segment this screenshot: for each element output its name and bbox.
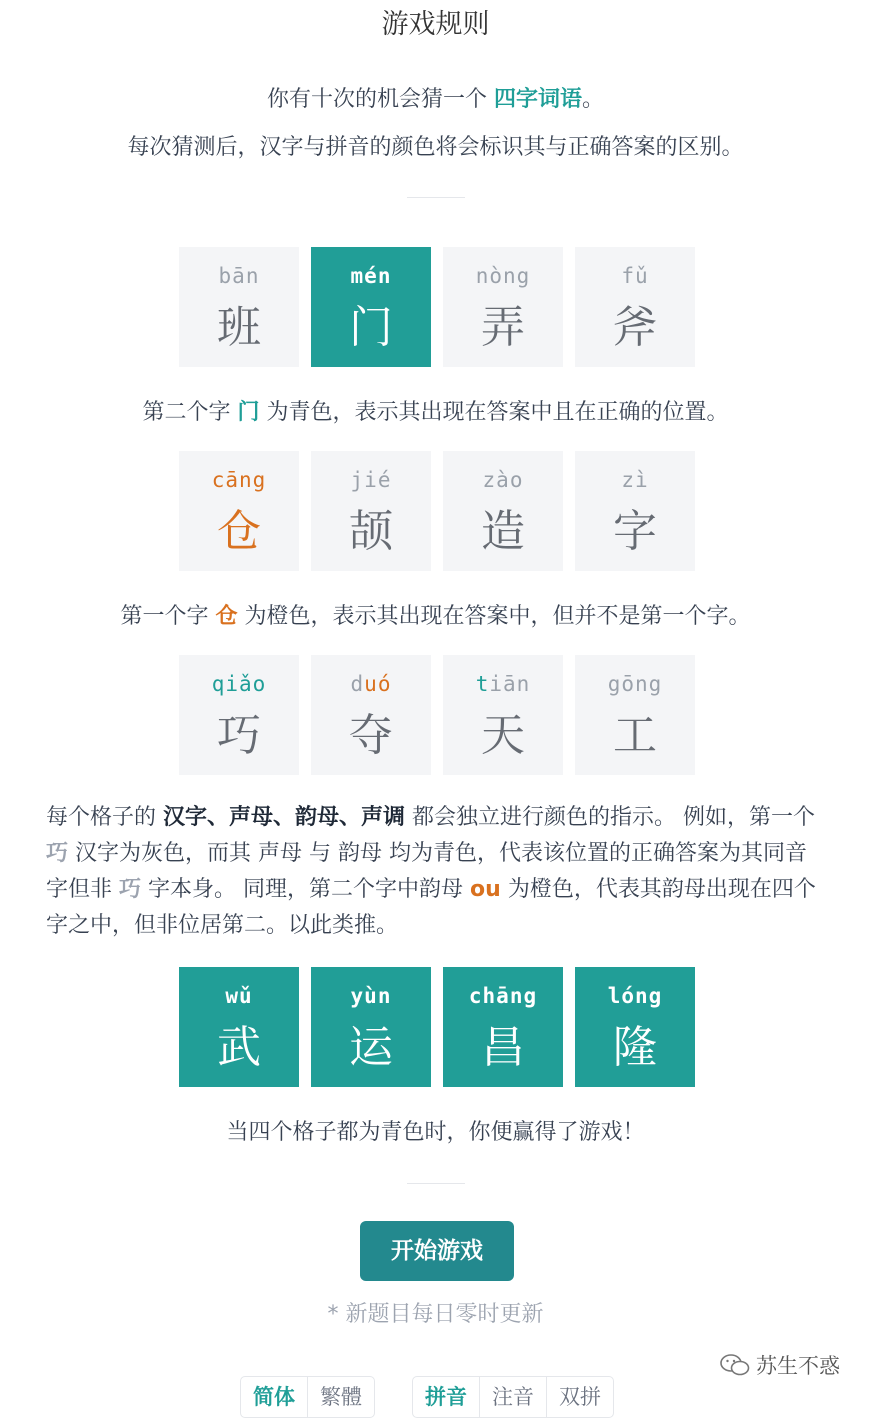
wechat-icon [720,1353,750,1377]
toggle-traditional[interactable]: 繁體 [320,1385,362,1409]
explanation-correct: 第二个字 门 为青色，表示其出现在答案中且在正确的位置。 [142,400,729,425]
toggle-pinyin[interactable]: 拼音 [413,1377,480,1417]
update-note: * 新题目每日零时更新 [327,1302,544,1327]
example-tile: jié 颉 [311,451,431,571]
explanation-details: 每个格子的 汉字、声母、韵母、声调 都会独立进行颜色的指示。 例如，第一个 巧 汉字为灰色，而其 声母 与 韵母 均为青色，代表该位置的正确答案为其同音字但非 巧 字本身。 同理，第二个字中韵母 ou 为橙色，代表其韵母出现在四个字之中，但非位居第二。以此类推。 [46,805,816,938]
win-text: 当四个格子都为青色时，你便赢得了游戏！ [226,1120,645,1145]
explanation-present: 第一个字 仓 为橙色，表示其出现在答案中，但并不是第一个字。 [120,604,751,629]
example-tile: bān 班 [179,247,299,367]
rules-title: 游戏规则 [381,9,490,40]
watermark-text: 苏生不惑 [756,1354,840,1378]
toggle-zhuyin[interactable]: 注音 [480,1377,547,1417]
intro-line-1: 你有十次的机会猜一个 四字词语。 [266,87,605,112]
example-tile-correct: mén 门 [311,247,431,367]
watermark [720,1350,840,1380]
divider [407,1183,465,1184]
example-tile-correct: wǔ 武 [179,967,299,1087]
example-tile: zì 字 [575,451,695,571]
example-tile-partial: tiān 天 [443,655,563,775]
example-tile: fǔ 斧 [575,247,695,367]
start-game-button[interactable]: 开始游戏 [360,1221,514,1281]
idiom-highlight: 四字词语 [493,87,582,112]
toggle-shuangpin[interactable]: 双拼 [559,1385,601,1409]
example-tile-present: cāng 仓 [179,451,299,571]
example-tile-partial: gōng 工 [575,655,695,775]
example-tile: nòng 弄 [443,247,563,367]
example-tile-partial: duó 夺 [311,655,431,775]
example-tile-correct: chāng 昌 [443,967,563,1087]
toggle-simplified[interactable]: 简体 [241,1377,308,1417]
script-toggle [240,1376,375,1418]
example-tile-correct: yùn 运 [311,967,431,1087]
example-tile-partial: qiǎo 巧 [179,655,299,775]
input-toggle [412,1376,614,1418]
example-tile-correct: lóng 隆 [575,967,695,1087]
intro-line-2: 每次猜测后，汉字与拼音的颜色将会标识其与正确答案的区别。 [127,135,744,160]
divider [407,197,465,198]
example-tile: zào 造 [443,451,563,571]
